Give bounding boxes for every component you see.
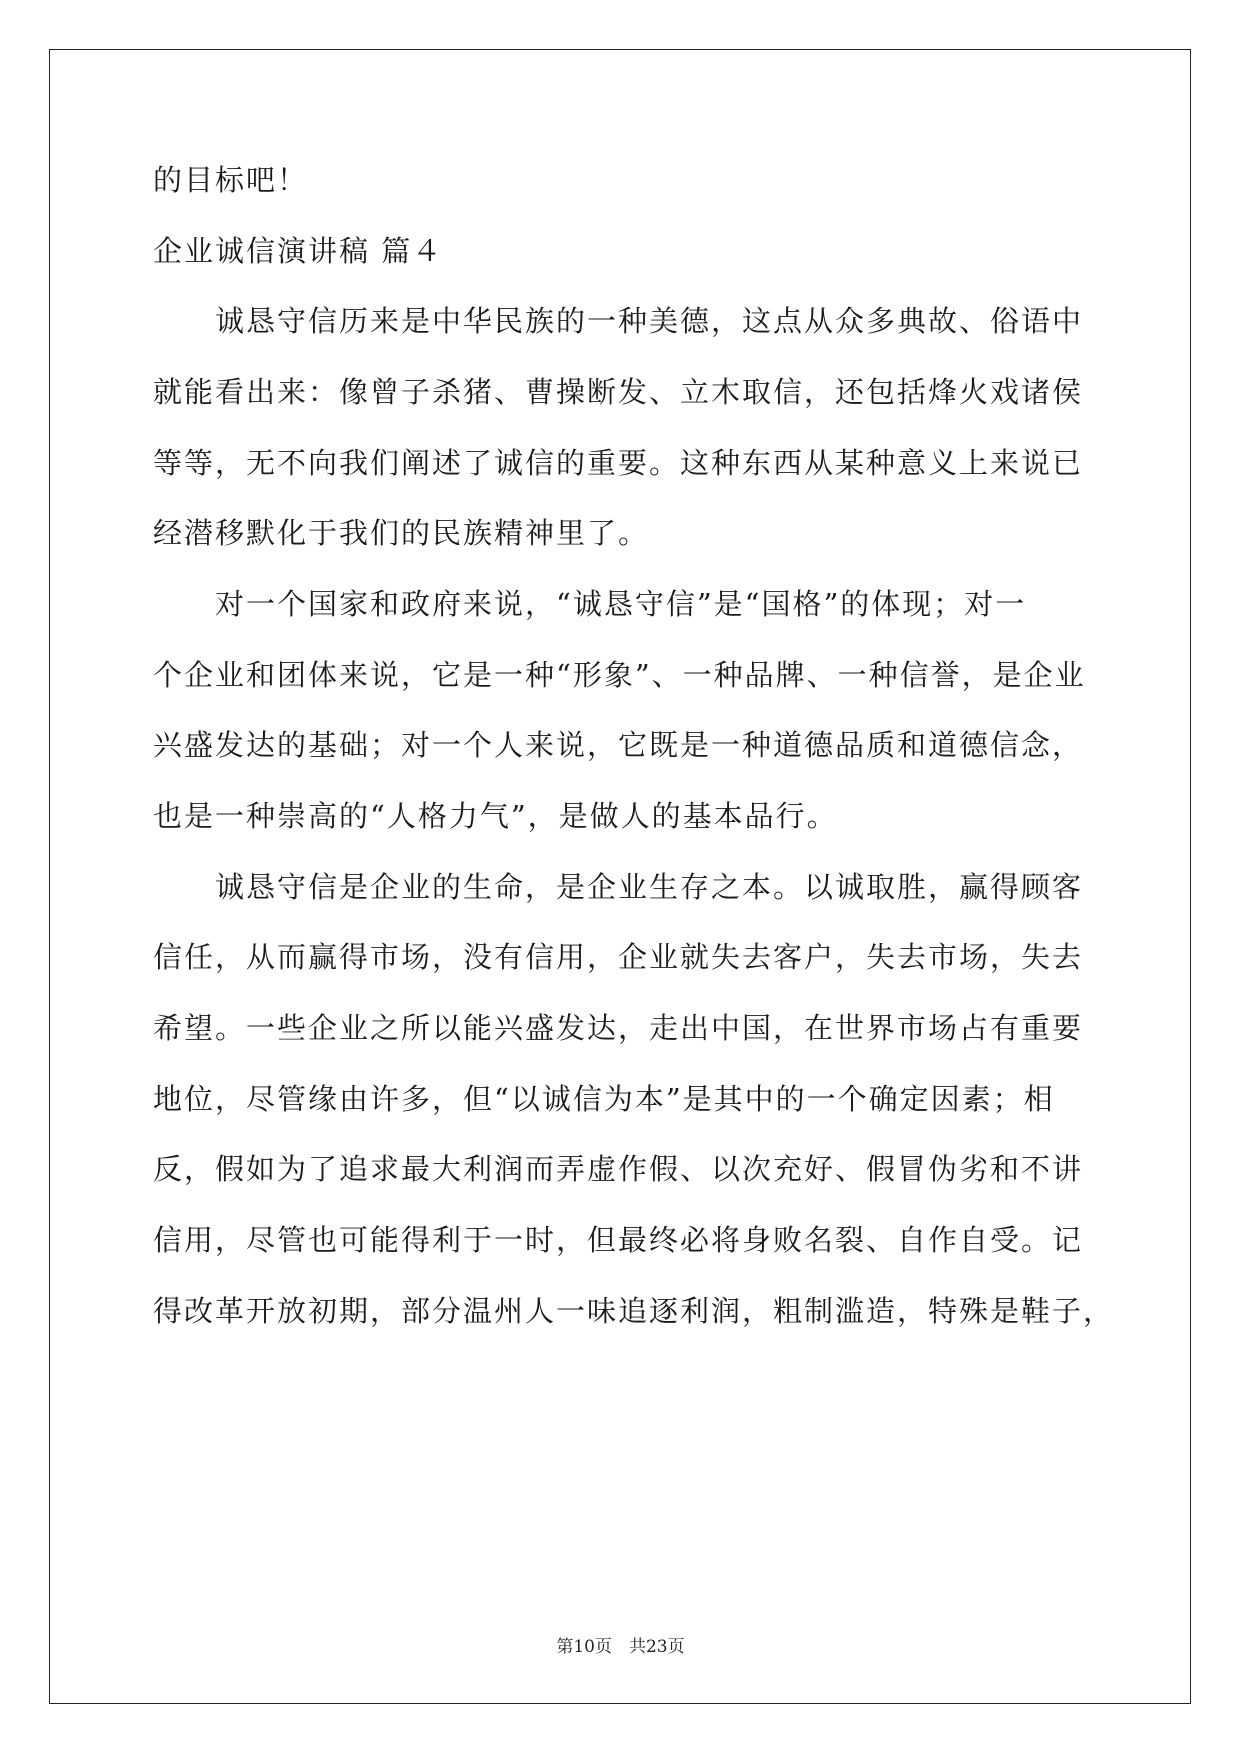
paragraph-line: 就能看出来：像曾子杀猪、曹操断发、立木取信，还包括烽火戏诸侯: [153, 375, 1084, 409]
paragraph-line: 对一个国家和政府来说，“诚恳守信”是“国格”的体现；对一: [215, 587, 1027, 621]
paragraph-line: 诚恳守信是企业的生命，是企业生存之本。以诚取胜，赢得顾客: [215, 870, 1084, 904]
paragraph-line: 诚恳守信历来是中华民族的一种美德，这点从众多典故、俗语中: [215, 304, 1084, 338]
page-footer: [0, 1632, 1241, 1657]
paragraph-line: 个企业和团体来说，它是一种“形象”、一种品牌、一种信誉，是企业: [153, 658, 1086, 692]
paragraph-line: 兴盛发达的基础；对一个人来说，它既是一种道德品质和道德信念，: [153, 728, 1084, 762]
section-heading: 企业诚信演讲稿 篇４: [153, 234, 444, 268]
paragraph-line: 希望。一些企业之所以能兴盛发达，走出中国，在世界市场占有重要: [153, 1011, 1084, 1045]
paragraph-line: 地位，尽管缘由许多，但“以诚信为本”是其中的一个确定因素；相: [153, 1082, 1055, 1116]
page-number: 第10页 共23页: [556, 1637, 685, 1657]
paragraph-line: 反，假如为了追求最大利润而弄虚作假、以次充好、假冒伪劣和不讲: [153, 1152, 1084, 1186]
paragraph-line: 也是一种崇高的“人格力气”，是做人的基本品行。: [153, 799, 838, 833]
text-line: 的目标吧！: [153, 163, 309, 197]
paragraph-line: 信用，尽管也可能得利于一时，但最终必将身败名裂、自作自受。记: [153, 1223, 1084, 1257]
paragraph-line: 得改革开放初期，部分温州人一味追逐利润，粗制滥造，特殊是鞋子，: [153, 1294, 1115, 1328]
paragraph-line: 经潜移默化于我们的民族精神里了。: [153, 516, 650, 550]
paragraph-line: 等等，无不向我们阐述了诚信的重要。这种东西从某种意义上来说已: [153, 446, 1084, 480]
paragraph-line: 信任，从而赢得市场，没有信用，企业就失去客户，失去市场，失去: [153, 940, 1084, 974]
